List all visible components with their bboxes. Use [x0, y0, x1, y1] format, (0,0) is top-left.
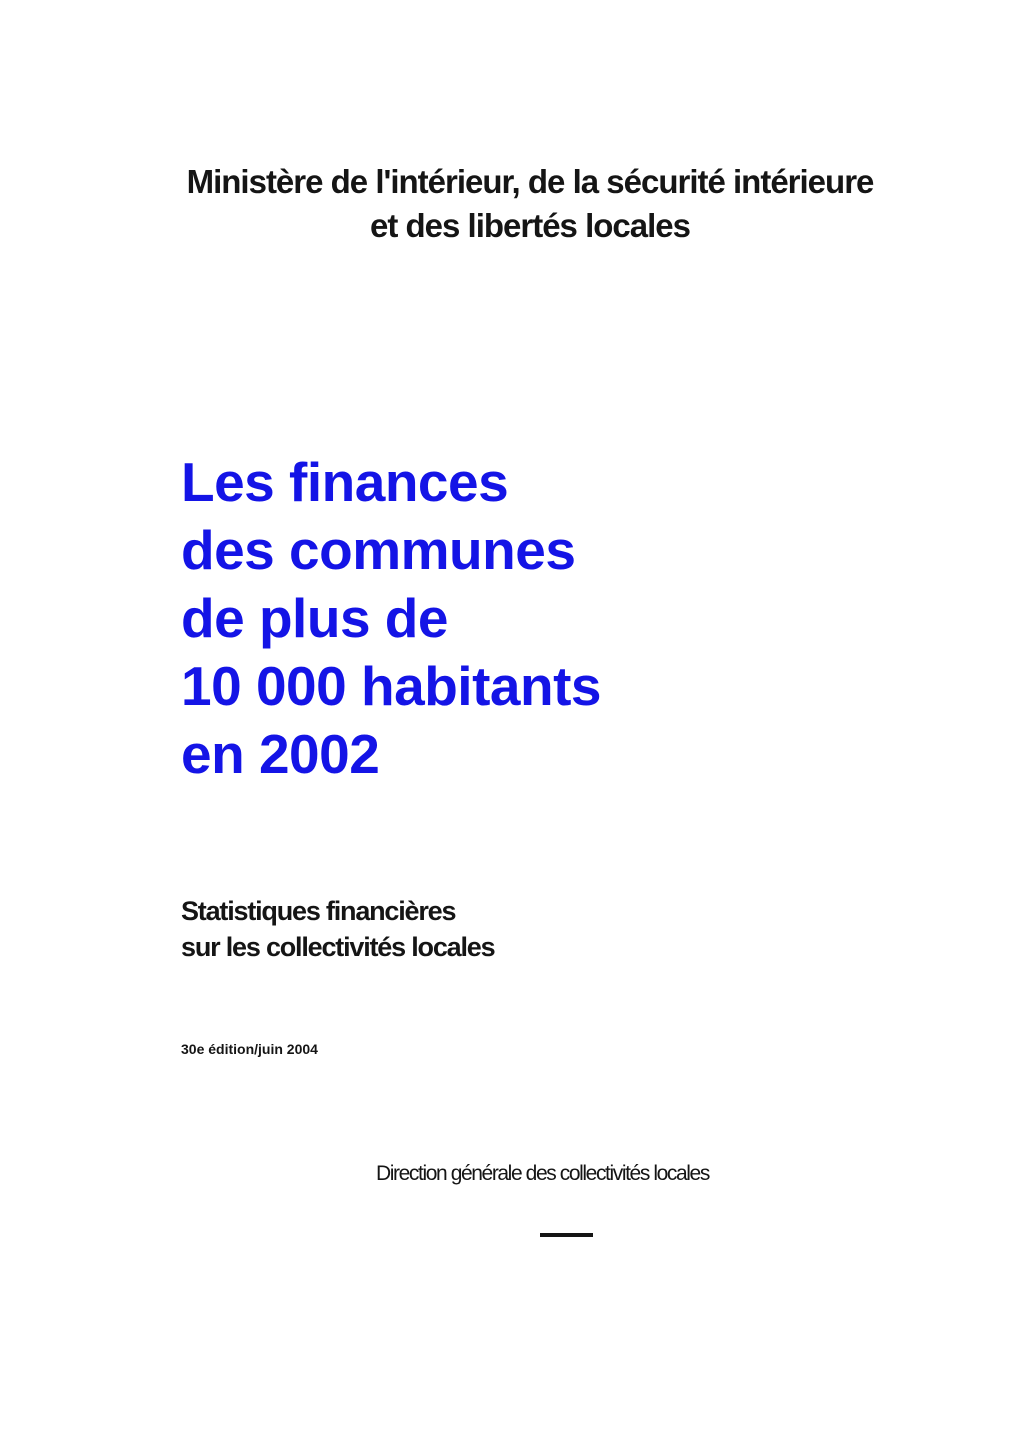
title-line-2: des communes — [181, 519, 576, 581]
subtitle-line-1: Statistiques financières — [181, 896, 456, 926]
subtitle-line-2: sur les collectivités locales — [181, 932, 495, 962]
title-line-4: 10 000 habitants — [181, 655, 601, 717]
document-subtitle — [181, 893, 494, 965]
document-title — [181, 448, 601, 788]
title-line-1: Les finances — [181, 451, 509, 513]
edition-label: 30e édition/juin 2004 — [181, 1041, 318, 1057]
publisher-name: Direction générale des collectivités locales — [376, 1162, 709, 1185]
decorative-rule — [540, 1233, 593, 1237]
ministry-heading — [0, 160, 1024, 248]
title-line-5: en 2002 — [181, 723, 380, 785]
ministry-line-2: et des libertés locales — [369, 207, 690, 244]
ministry-line-1: Ministère de l'intérieur, de la sécurité intérieure — [186, 163, 874, 200]
title-line-3: de plus de — [181, 587, 448, 649]
